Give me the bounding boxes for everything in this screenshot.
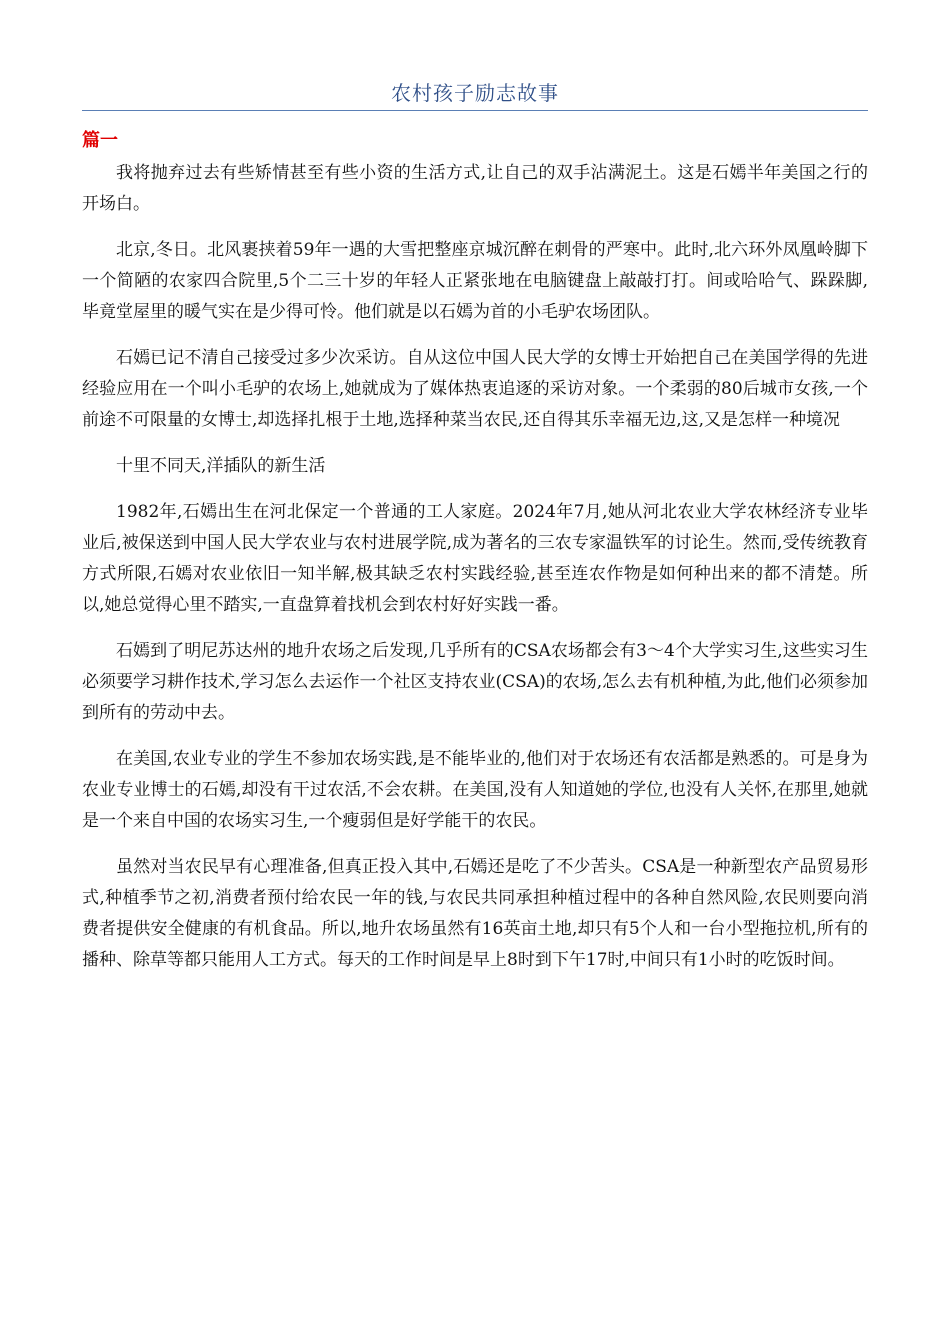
paragraph: 石嫣到了明尼苏达州的地升农场之后发现,几乎所有的CSA农场都会有3～4个大学实习生,这些实习生必须要学习耕作技术,学习怎么去运作一个社区支持农业(CSA)的农场,怎么去有机种植,为此,他们必须参加到所有的劳动中去。 [82, 641, 868, 723]
document-title: 农村孩子励志故事 [391, 81, 559, 105]
paragraph: 石嫣已记不清自己接受过多少次采访。自从这位中国人民大学的女博士开始把自己在美国学得的先进经验应用在一个叫小毛驴的农场上,她就成为了媒体热衷追逐的采访对象。一个柔弱的80后城市女孩,一个前途不可限量的女博士,却选择扎根于土地,选择种菜当农民,还自得其乐幸福无边,这,又是怎样一种境况 [82, 348, 868, 430]
paragraph: 北京,冬日。北风裹挟着59年一遇的大雪把整座京城沉醉在刺骨的严寒中。此时,北六环外凤凰岭脚下一个简陋的农家四合院里,5个二三十岁的年轻人正紧张地在电脑键盘上敲敲打打。间或哈哈气、跺跺脚,毕竟堂屋里的暖气实在是少得可怜。他们就是以石嫣为首的小毛驴农场团队。 [82, 240, 868, 322]
document-header [82, 78, 868, 111]
subheading-paragraph: 十里不同天,洋插队的新生活 [116, 456, 326, 476]
paragraph: 我将抛弃过去有些矫情甚至有些小资的生活方式,让自己的双手沾满泥土。这是石嫣半年美国之行的开场白。 [82, 163, 868, 214]
paragraph: 在美国,农业专业的学生不参加农场实践,是不能毕业的,他们对于农场还有农活都是熟悉的。可是身为农业专业博士的石嫣,却没有干过农活,不会农耕。在美国,没有人知道她的学位,也没有人关怀,在那里,她就是一个来自中国的农场实习生,一个瘦弱但是好学能干的农民。 [82, 749, 868, 831]
section-heading: 篇一 [82, 130, 118, 151]
paragraph: 1982年,石嫣出生在河北保定一个普通的工人家庭。2024年7月,她从河北农业大学农林经济专业毕业后,被保送到中国人民大学农业与农村进展学院,成为著名的三农专家温铁军的讨论生。然而,受传统教育方式所限,石嫣对农业依旧一知半解,极其缺乏农村实践经验,甚至连农作物是如何种出来的都不清楚。所以,她总觉得心里不踏实,一直盘算着找机会到农村好好实践一番。 [82, 502, 868, 615]
paragraph: 虽然对当农民早有心理准备,但真正投入其中,石嫣还是吃了不少苦头。CSA是一种新型农产品贸易形式,种植季节之初,消费者预付给农民一年的钱,与农民共同承担种植过程中的各种自然风险,农民则要向消费者提供安全健康的有机食品。所以,地升农场虽然有16英亩土地,却只有5个人和一台小型拖拉机,所有的播种、除草等都只能用人工方式。每天的工作时间是早上8时到下午17时,中间只有1小时的吃饭时间。 [82, 857, 868, 970]
document-body [82, 158, 868, 991]
